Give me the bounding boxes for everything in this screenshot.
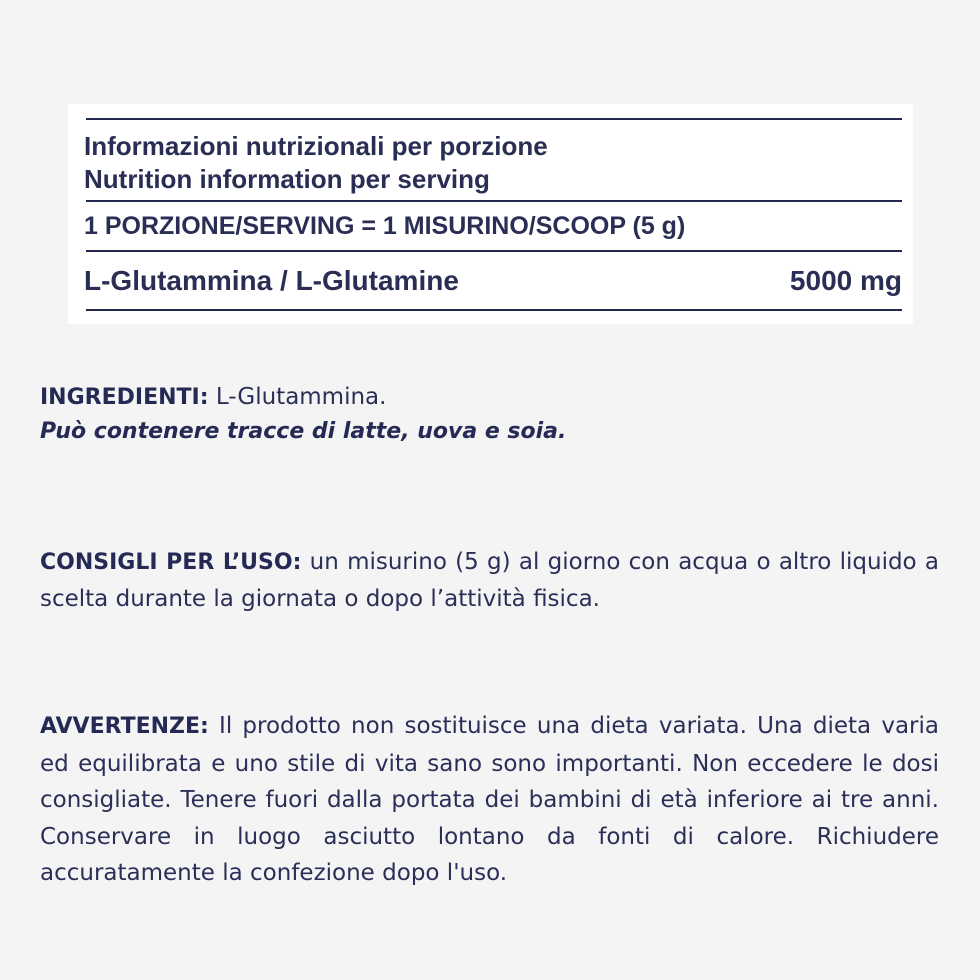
ingredients-label: INGREDIENTI: [40, 385, 209, 410]
usage-text: un misurino (5 g) al giorno con acqua o altro liquido a scelta durante la giornata o dopo l’attività fisica. [40, 549, 939, 612]
ingredient-amount: 5000 mg [789, 265, 902, 296]
usage-label: CONSIGLI PER L’USO: [40, 550, 302, 575]
warnings-section [40, 708, 939, 892]
table-rule-bottom [86, 309, 902, 311]
table-rule-2 [86, 250, 902, 252]
warnings-label: AVVERTENZE: [40, 714, 209, 739]
ingredients-text: L-Glutammina. [215, 384, 387, 410]
serving-size: 1 PORZIONE/SERVING = 1 MISURINO/SCOOP (5 g) [84, 212, 686, 240]
ingredients-section [40, 380, 939, 449]
nutrition-title-en: Nutrition information per serving [84, 164, 490, 194]
ingredients-line [40, 380, 939, 415]
table-rule-1 [86, 200, 902, 202]
allergen-note: Può contenere tracce di latte, uova e soia. [40, 419, 567, 444]
nutrition-table [68, 104, 913, 324]
usage-section [40, 544, 939, 617]
nutrition-title-it: Informazioni nutrizionali per porzione [84, 131, 548, 161]
table-rule-top [86, 118, 902, 120]
warnings-text: Il prodotto non sostituisce una dieta variata. Una dieta varia ed equilibrata e uno stile di vita sano sono importanti. Non eccedere le dosi consigliate. Tenere fuori dalla portata dei bambini di età inferiore ai tre anni. Conservare in luogo asciutto lontano da fonti di calore. Richiudere accuratamente la confezione dopo l'uso. [40, 713, 940, 886]
ingredient-name: L-Glutammina / L-Glutamine [84, 265, 459, 296]
